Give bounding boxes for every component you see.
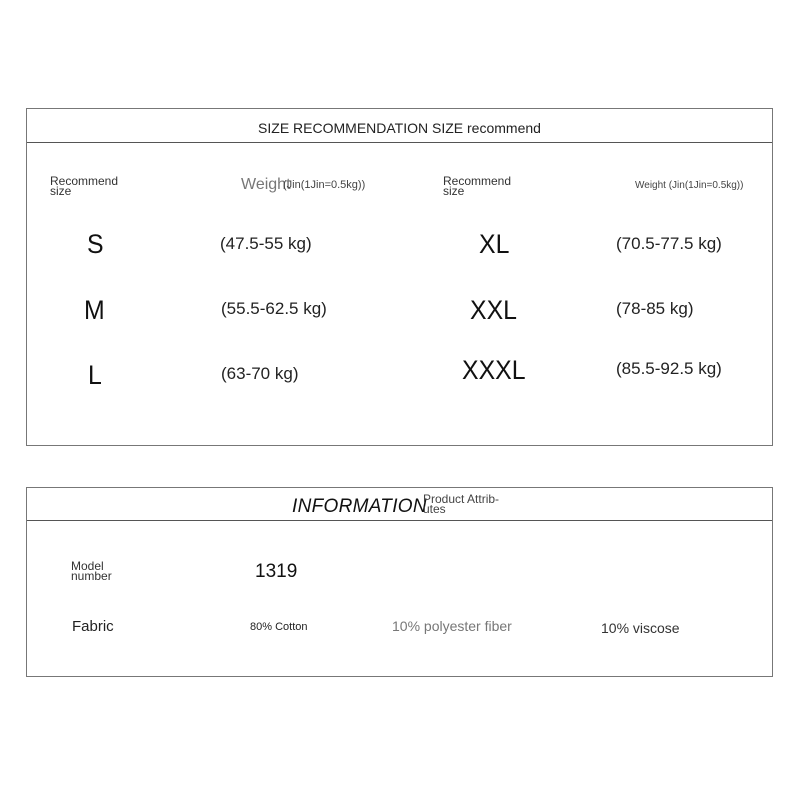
size-l: L bbox=[88, 360, 102, 390]
left-recommend-size-label: Recommend size bbox=[50, 174, 119, 198]
model-number-value: 1319 bbox=[255, 561, 298, 582]
left-weight-label: Weight bbox=[241, 176, 291, 193]
left-weight-unit-label: (Jin(1Jin=0.5kg)) bbox=[283, 179, 366, 191]
size-xxxl: XXXL bbox=[462, 355, 526, 385]
weight-l: (63-70 kg) bbox=[221, 364, 299, 383]
weight-s: (47.5-55 kg) bbox=[220, 234, 312, 253]
size-xxl: XXL bbox=[470, 295, 517, 325]
weight-m: (55.5-62.5 kg) bbox=[221, 299, 327, 318]
weight-xl: (70.5-77.5 kg) bbox=[616, 234, 722, 253]
fabric-polyester: 10% polyester fiber bbox=[392, 618, 512, 634]
weight-xxxl: (85.5-92.5 kg) bbox=[616, 359, 722, 378]
size-recommendation-table bbox=[26, 108, 773, 446]
product-information-table bbox=[26, 487, 773, 677]
size-m: M bbox=[84, 295, 105, 325]
size-s: S bbox=[87, 229, 104, 259]
fabric-label: Fabric bbox=[72, 618, 114, 635]
model-number-label: Model number bbox=[71, 559, 112, 583]
right-weight-label: Weight (Jin(1Jin=0.5kg)) bbox=[635, 180, 744, 191]
info-table-title: INFORMATION bbox=[292, 496, 427, 517]
fabric-cotton: 80% Cotton bbox=[250, 621, 308, 633]
info-table-header bbox=[27, 488, 772, 521]
right-recommend-size-label: Recommend size bbox=[443, 174, 512, 198]
weight-xxl: (78-85 kg) bbox=[616, 299, 694, 318]
size-table-title: SIZE RECOMMENDATION SIZE recommend bbox=[258, 120, 541, 136]
fabric-viscose: 10% viscose bbox=[601, 620, 680, 636]
size-table-header bbox=[27, 109, 772, 143]
info-table-subtitle: Product Attrib- utes bbox=[423, 492, 500, 516]
size-xl: XL bbox=[479, 229, 510, 259]
